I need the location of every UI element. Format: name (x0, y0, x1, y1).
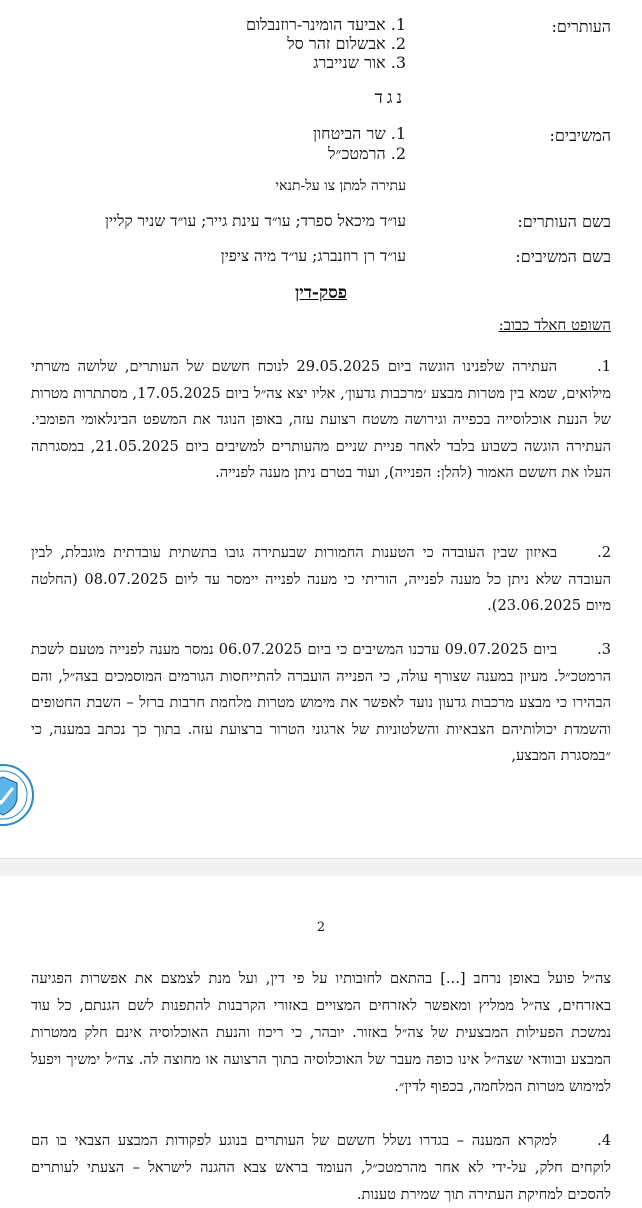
judge-line: השופט חאלד כבוב: (498, 316, 611, 334)
document-title: פסק-דין (294, 283, 348, 303)
document-page-2 (0, 876, 642, 1203)
appellant-2: 2. אבשלום זהר סל (287, 34, 406, 53)
paragraph-text: ביום 09.07.2025 עדכנו המשיבים כי ביום 06.07.2025 נמסר מענה לפנייה מטעם לשכת הרמטכ״ל. מעיון במענה שצורף עולה, כי הפנייה הועברה להתייחסות הגורמים המוסמכים בצה״ל, והם הבהירו כי מבצע מרכבות גדעון נועד לאפשר את מימוש מטרות מלחמת חרבות ברזל – השבת החטופים והשמדת יכולותיהם הצבאיות והשלטוניות של ארגוני הטרור ברצועת עזה. בתוך כך נכתב במענה, כי ״במסגרת המבצע, (31, 641, 611, 764)
shield-icon (0, 745, 36, 845)
respondent-2: 2. הרמטכ״ל (328, 144, 406, 163)
page-number: 2 (316, 920, 326, 935)
approval-seal-stamp (0, 745, 36, 845)
versus-label: נגד (374, 88, 406, 108)
paragraph-text: העתירה שלפנינו הוגשה ביום 29.05.2025 לנוכח חששם של העותרים, שלושה משרתי מילואים, שמא בין מטרות מבצע ׳מרכבות גדעון׳, אליו יצא צה״ל ביום 17.05.2025, מסתתרות מטרות של הנעת אוכלוסייה בכפייה וגירושה משטח רצועת עזה, באופן הנוגד את המשפט הבינלאומי הפומבי. העתירה הוגשה כשבוע בלבד לאחר פניית שניים מהעותרים למשיבים ביום 21.05.2025, במסגרתה העלו את חששם האמור (להלן: הפנייה), ועוד בטרם ניתן מענה לפנייה. (31, 358, 611, 481)
paragraph-number: 2. (597, 544, 611, 561)
respondents-counsel-label: בשם המשיבים: (515, 247, 611, 266)
appellants-counsel: עו״ד מיכאל ספרד; עו״ד עינת גייר; עו״ד שניר קליין (105, 212, 406, 230)
petition-type: עתירה למתן צו על-תנאי (275, 178, 406, 194)
paragraph-3 (31, 637, 611, 770)
paragraph-number: 1. (597, 358, 611, 375)
respondents-label: המשיבים: (549, 126, 611, 145)
paragraph-text: באיזון שבין העובדה כי הטענות החמורות שבעתירה גובו בתשתית עובדתית מוגבלת, לבין העובדה שלא ניתן כל מענה לפנייה, הוריתי כי מענה לפנייה יימסר עד ליום 08.07.2025 (החלטה מיום 23.06.2025). (31, 544, 611, 614)
respondents-counsel: עו״ד רן רוזנברג; עו״ד מיה ציפין (220, 247, 406, 265)
paragraph-number: 3. (597, 641, 611, 658)
respondent-1: 1. שר הביטחון (312, 124, 406, 143)
page-separator (0, 858, 642, 878)
paragraph-3-continuation: צה״ל פועל באופן נרחב [...] בהתאם לחובותיו על פי דין, ועל מנת לצמצם את אפשרות הפגיעה באזרחים, צה״ל ממליץ ומאפשר לאזרחים המצויים באזורי הקרבנות להתפנות לשם הגנתם, כל עוד נמשכת הפעילות המבצעית של צה״ל באזור. יובהר, כי ריכוז והנעת האוכלוסיה אינם חלק ממטרות המבצע ובוודאי שצה״ל אינו כופה מעבר של האוכלוסיה בתוך הרצועה או מחוצה לה. צה״ל ימשיך ויפעל למימוש מטרות המלחמה, בכפוף לדין״. (31, 970, 611, 1095)
paragraph-2 (31, 540, 611, 620)
appellants-counsel-label: בשם העותרים: (517, 212, 611, 231)
appellant-3: 3. אור שנייברג (313, 53, 406, 72)
paragraph-text: למקרא המענה – בגדרו נשלל חששם של העותרים בנוגע לפקודות המבצע הצבאי בו הם לוקחים חלק, על-ידי לא אחר מהרמטכ״ל, העומד בראש צבא ההגנה לישראל – הצעתי לעותרים להסכים למחיקת העתירה תוך שמירת טענות. (31, 1132, 611, 1203)
paragraph-number: 4. (597, 1132, 611, 1149)
appellants-label: העותרים: (551, 17, 611, 36)
paragraph-1 (31, 354, 611, 487)
paragraph-4 (31, 1127, 611, 1208)
appellant-1: 1. אביעד הומינר-רוזנבלום (245, 15, 406, 34)
